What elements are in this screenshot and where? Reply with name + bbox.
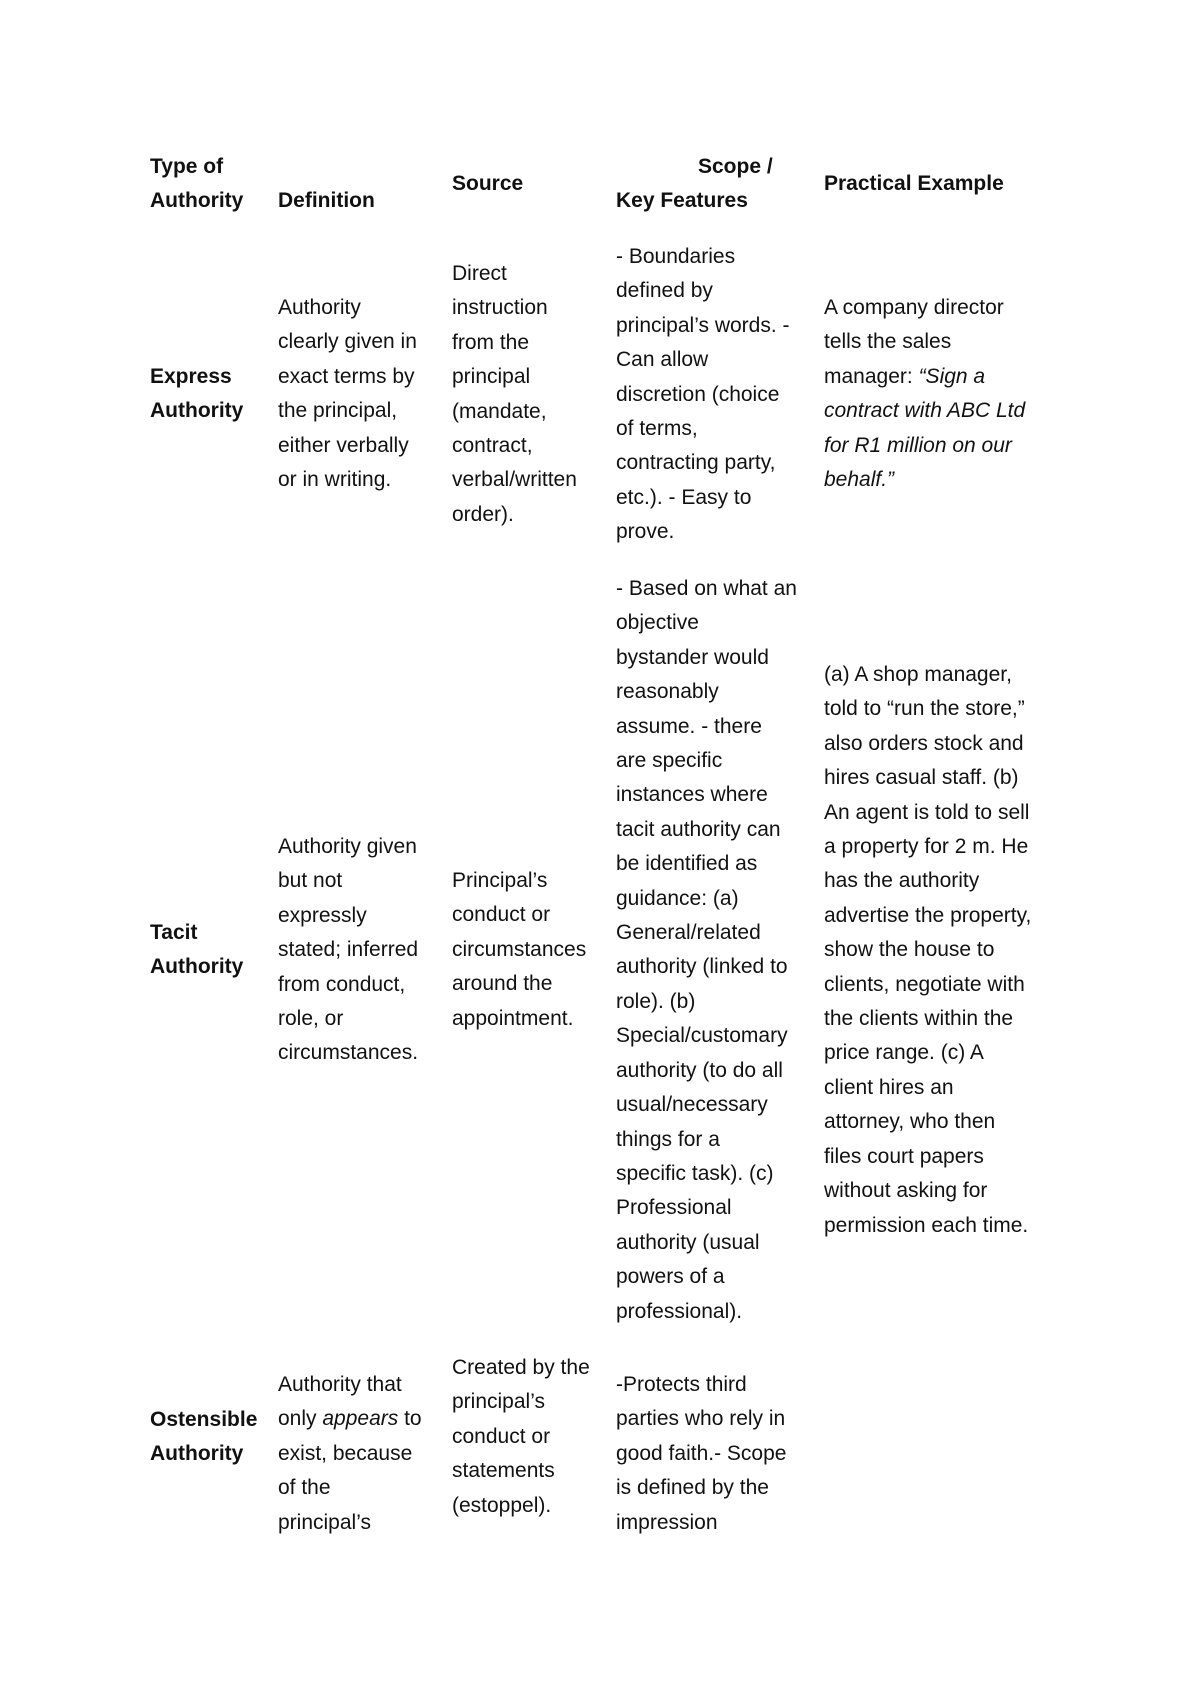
scope-line: discretion (choice [616, 382, 780, 406]
header-source-text: Source [452, 172, 524, 195]
scope-line: principal’s words. - [616, 313, 790, 337]
example-line: show the house to [824, 938, 995, 962]
example-line: a property for 2 m. He [824, 835, 1029, 859]
definition-line: exact terms by [278, 364, 415, 388]
scope-line: assume. - there [616, 714, 762, 738]
example-line: clients, negotiate with [824, 972, 1025, 996]
definition-line: or in writing. [278, 468, 392, 492]
example-line: advertise the property, [824, 903, 1032, 927]
scope-line: Can allow [616, 348, 709, 372]
example-line: A company director [824, 296, 1004, 319]
example-line: price range. (c) A [824, 1041, 984, 1065]
example-line: An agent is told to sell [824, 800, 1030, 824]
scope-line: - Based on what an [616, 577, 797, 600]
example-line: also orders stock and [824, 731, 1024, 755]
scope-line: good faith.- Scope [616, 1441, 787, 1465]
row-ostensible-source [452, 1351, 612, 1523]
example-quote: behalf.” [824, 468, 895, 492]
source-line: Created by the [452, 1356, 590, 1379]
header-source [452, 167, 612, 201]
definition-line: stated; inferred [278, 938, 419, 962]
scope-line: is defined by the [616, 1476, 769, 1500]
row-ostensible-type [150, 1403, 275, 1472]
definition-line: expressly [278, 903, 367, 927]
type-line: Authority [150, 399, 244, 423]
row-tacit-scope [616, 572, 821, 1329]
scope-line: instances where [616, 783, 768, 807]
definition-text: only [278, 1407, 323, 1431]
definition-line: principal’s [278, 1510, 371, 1534]
header-type-line: Type of [150, 155, 224, 178]
scope-line: Special/customary [616, 1024, 788, 1048]
row-express-definition [278, 291, 448, 497]
row-express-example [824, 291, 1064, 497]
header-scope [616, 150, 821, 219]
scope-line: - Boundaries [616, 245, 736, 268]
example-line: tells the sales [824, 330, 952, 354]
scope-line: contracting party, [616, 451, 776, 475]
row-ostensible-definition [278, 1368, 448, 1540]
definition-line: exist, because [278, 1441, 413, 1465]
scope-line: professional). [616, 1299, 743, 1323]
scope-line: etc.). - Easy to [616, 485, 752, 509]
type-line: Ostensible [150, 1408, 258, 1431]
scope-line: guidance: (a) [616, 886, 739, 910]
source-line: statements [452, 1459, 555, 1483]
scope-line: tacit authority can [616, 817, 781, 841]
header-definition-text: Definition [278, 189, 375, 212]
example-line [824, 394, 1064, 428]
example-text: manager: [824, 364, 919, 388]
definition-line: Authority that [278, 1373, 402, 1396]
definition-line [278, 1402, 448, 1436]
source-line: appointment. [452, 1006, 574, 1030]
type-line: Express [150, 365, 232, 388]
example-line [824, 360, 1064, 394]
source-line: conduct or [452, 1424, 551, 1448]
type-line: Tacit [150, 921, 198, 944]
definition-emphasis: appears [322, 1407, 399, 1431]
row-tacit-definition [278, 830, 448, 1071]
scope-line: be identified as [616, 852, 758, 876]
scope-line: powers of a [616, 1265, 725, 1289]
scope-line: authority (linked to [616, 955, 788, 979]
definition-line: circumstances. [278, 1041, 419, 1065]
scope-line: impression [616, 1510, 718, 1534]
source-line: verbal/written [452, 468, 577, 492]
header-type-line: Authority [150, 189, 244, 213]
example-line [824, 463, 1064, 497]
scope-line: specific task). (c) [616, 1161, 774, 1185]
source-line: order). [452, 502, 514, 526]
example-line: permission each time. [824, 1213, 1029, 1237]
source-line: Direct [452, 262, 507, 285]
header-scope-line: Scope / [698, 155, 773, 178]
type-line: Authority [150, 1442, 244, 1466]
source-line: principal [452, 365, 531, 389]
row-tacit-example [824, 658, 1064, 1243]
row-express-scope [616, 240, 821, 550]
definition-line: but not [278, 869, 343, 893]
scope-line: authority (usual [616, 1230, 760, 1254]
source-line: instruction [452, 296, 548, 320]
example-line: told to “run the store,” [824, 697, 1025, 721]
example-line [824, 429, 1064, 463]
header-scope-line: Key Features [616, 189, 748, 213]
scope-line: usual/necessary [616, 1093, 768, 1117]
scope-line: General/related [616, 921, 761, 945]
source-line: conduct or [452, 903, 551, 927]
row-express-source [452, 257, 612, 532]
header-definition [278, 184, 448, 218]
definition-line: from conduct, [278, 972, 406, 996]
definition-line: Authority [278, 296, 361, 319]
scope-line: defined by [616, 279, 713, 303]
example-line: has the authority [824, 869, 980, 893]
scope-line: are specific [616, 749, 723, 773]
definition-line: either verbally [278, 433, 409, 457]
source-line: around the [452, 972, 553, 996]
row-express-type [150, 360, 275, 429]
source-line: contract, [452, 434, 533, 458]
example-line: the clients within the [824, 1007, 1014, 1031]
example-line: client hires an [824, 1075, 954, 1099]
scope-line: prove. [616, 520, 675, 544]
example-line: (a) A shop manager, [824, 663, 1012, 686]
definition-line: clearly given in [278, 330, 417, 354]
type-line: Authority [150, 955, 244, 979]
header-example-text: Practical Example [824, 172, 1004, 195]
definition-line: Authority given [278, 835, 417, 858]
example-line: files court papers [824, 1144, 984, 1168]
source-line: principal’s [452, 1390, 545, 1414]
scope-line: things for a [616, 1127, 720, 1151]
header-practical-example [824, 167, 1064, 201]
row-tacit-type [150, 916, 275, 985]
scope-line: objective [616, 611, 699, 635]
source-line: (mandate, [452, 399, 547, 423]
scope-line: reasonably [616, 680, 719, 704]
source-line: circumstances [452, 937, 587, 961]
example-line: without asking for [824, 1179, 988, 1203]
row-ostensible-scope [616, 1368, 821, 1540]
definition-text: to [398, 1407, 422, 1431]
definition-line: role, or [278, 1007, 344, 1031]
scope-line: role). (b) [616, 989, 696, 1013]
example-line: attorney, who then [824, 1110, 996, 1134]
scope-line: Professional [616, 1196, 732, 1220]
scope-line: -Protects third [616, 1373, 747, 1396]
header-type-of-authority [150, 150, 275, 219]
scope-line: bystander would [616, 645, 769, 669]
example-quote: contract with ABC Ltd [824, 399, 1026, 423]
source-line: Principal’s [452, 869, 548, 892]
source-line: from the [452, 330, 530, 354]
scope-line: of terms, [616, 417, 698, 441]
example-quote: “Sign a [918, 364, 986, 388]
definition-line: the principal, [278, 399, 398, 423]
scope-line: parties who rely in [616, 1407, 786, 1431]
example-line: hires casual staff. (b) [824, 766, 1019, 790]
definition-line: of the [278, 1476, 331, 1500]
example-quote: for R1 million on our [824, 433, 1012, 457]
scope-line: authority (to do all [616, 1058, 783, 1082]
source-line: (estoppel). [452, 1493, 552, 1517]
row-tacit-source [452, 864, 612, 1036]
